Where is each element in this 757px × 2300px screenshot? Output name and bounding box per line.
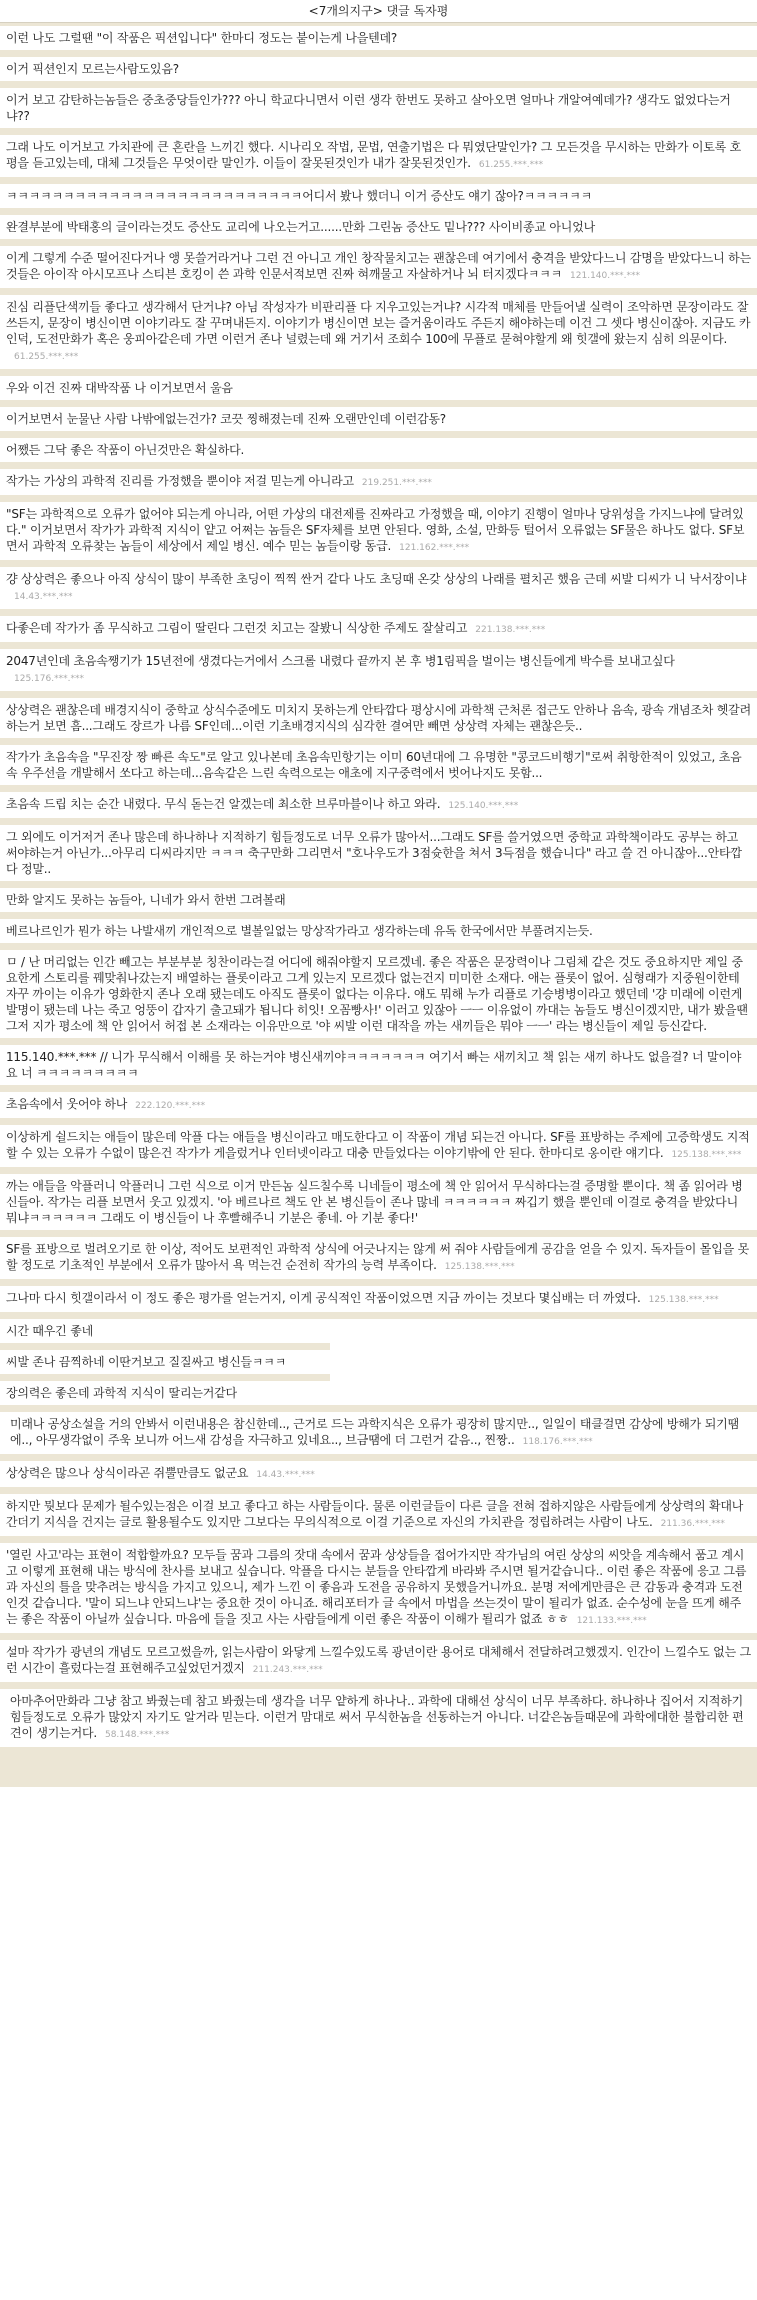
comment-text: 115.140.***.*** // 니가 무식해서 이해를 못 하는거야 병신새끼야ㅋㅋㅋㅋㅋㅋㅋ 여기서 빠는 새끼치고 책 읽는 새끼 하나도 없을걸? 너 말이야요 너 ㅋㅋㅋㅋㅋㅋㅋㅋㅋ [6, 1050, 742, 1080]
comment-item [0, 1167, 757, 1230]
comment-text: 이거 픽션인지 모르는사람도있음? [6, 62, 179, 76]
comment-item [0, 462, 757, 495]
comment-text: '열린 사고'라는 표현이 적합할까요? 모두들 꿈과 그름의 잣대 속에서 꿈과 상상들을 접어가지만 작가님의 여린 상상의 씨앗을 계속해서 품고 계시고 이렇게 표현해 내는 방식에 찬사를 보내고 싶습니다. 악플을 다시는 분들을 안타깝게 바라봐 주시면 될거같습니다.. 이런 좋은 작품에 응고 그름과 자신의 틀을 맞추려는 방식을 가지고 있으니, 제가 느낀 이 좋음과 도전을 공유하지 못했을거니까요. 분명 저에게만큼은 큰 감동과 충격과 도전인것 같습니다. '말이 되느냐 안되느냐'는 중요한 것이 아니죠. 해리포터가 글 속에서 마법을 쓰는것이 말이 될리가 없죠. 순수성에 눈을 뜨게 해주는 좋은 작품이 아닐까 싶습니다. 마음에 들을 짓고 사는 사람들에게 이런 좋은 작품이 이해가 될리가 없죠 ㅎㅎ [6, 1548, 747, 1626]
comment-text: 완결부분에 박태홍의 글이라는것도 증산도 교리에 나오는거고......만화 그린놈 증산도 밑나??? 사이비종교 아니었나 [6, 220, 595, 234]
comment-item [0, 1118, 757, 1167]
comment-text: ㅋㅋㅋㅋㅋㅋㅋㅋㅋㅋㅋㅋㅋㅋㅋㅋㅋㅋㅋㅋㅋㅋㅋㅋㅋㅋ어디서 봤나 했더니 이거 증산도 얘기 잖아?ㅋㅋㅋㅋㅋㅋ [6, 189, 593, 203]
comment-item [0, 1230, 757, 1279]
comment-ip: 219.251.***.*** [361, 478, 432, 488]
comment-text: 미래나 공상소설을 거의 안봐서 이런내용은 참신한데.., 근거로 드는 과학지식은 오류가 굉장히 많지만.., 일일이 태클걸면 감상에 방해가 되기땜에.., 아무생각없이 주욱 보니까 어느새 감성을 자극하고 있네요.., 브금땜에 더 그런거 같음.., 찐짱.. [10, 1417, 739, 1447]
comment-item [0, 738, 757, 785]
comment-item [0, 1038, 757, 1085]
comment-item [0, 81, 757, 128]
comment-ip: 222.120.***.*** [135, 1101, 206, 1111]
comment-ip: 211.243.***.*** [252, 1665, 323, 1675]
comment-item [0, 369, 757, 400]
comment-text: 하지만 뭣보다 문제가 될수있는점은 이걸 보고 좋다고 하는 사람들이다. 물론 이런글들이 다른 글을 전혀 접하지않은 사람들에게 상상력의 확대나 간더기 지식을 건지는 글로 활용될수도 있지만 그보다는 무의식적으로 이걸 기준으로 자신의 가치관을 정립하려는 사람이 나도. [6, 1499, 744, 1529]
comment-item [0, 23, 757, 50]
comment-text: 초음속에서 웃어야 하나 [6, 1097, 128, 1111]
comment-text: 작가는 가상의 과학적 진리를 가정했을 뿐이야 저걸 믿는게 아니라고 [6, 474, 354, 488]
comment-ip: 118.176.***.*** [522, 1437, 593, 1447]
comment-item [0, 1454, 757, 1487]
comment-item [0, 177, 757, 208]
comment-text: 걍 상상력은 좋으나 아직 상식이 많이 부족한 초딩이 찍찍 싼거 같다 나도 초딩때 온갖 상상의 나래를 펼치곤 했음 근데 씨발 디씨가 니 낙서장이냐 [6, 572, 747, 586]
comment-item [0, 560, 757, 609]
comment-text: 우와 이건 진짜 대박작품 나 이거보면서 울음 [6, 381, 233, 395]
comment-text: 어쨌든 그닥 좋은 작품이 아닌것만은 확실하다. [6, 443, 245, 457]
comment-text: ㅁ / 난 머리없는 인간 빼고는 부분부분 칭찬이라는걸 어디에 해줘야할지 모르겠네. 좋은 작품은 문장력이나 그림체 같은 것도 중요하지만 제일 중요한게 스토리를 꿰맞춰나갔는지 배열하는 플롯이라고 그게 있는지 모르겠다 없는건지 미미한 소재다. 애는 플롯이 없어. 심형래가 지중원이한테 자꾸 까이는 이유가 영화한지 존나 오래 됐는데도 아직도 플롯이 없다는 이유다. 얘도 뭐해 누가 리플로 기승병병이라고 했던데 '걍 미래에 이런게 발명이 됐는데 나는 죽고 엉뚱이 갑자기 출고돼가 됩니다 히잇! 오꼼빵사!' 이러고 있잖아 ㅡㅡ 이유없이 까대는 놈들도 병신이겠지만, 내가 봤을땐 그저 지가 평소에 책 안 읽어서 허접 본 소재라는 이유만으로 '야 씨발 이런 대작을 까는 새끼들은 뭐야 ㅡㅡ' 라는 병신들이 제일 등신같다. [6, 955, 748, 1033]
comment-ip: 121.140.***.*** [570, 271, 640, 281]
comment-ip: 121.162.***.*** [399, 543, 470, 553]
comment-item [0, 1085, 757, 1118]
comment-item [0, 288, 757, 369]
comment-item [0, 1633, 757, 1682]
comment-text: 까는 애들을 악플러니 악플러니 그런 식으로 이거 만든놈 실드칠수록 니네들이 평소에 책 안 읽어서 무식하다는걸 증명할 뿐이다. 책 좀 읽어라 병신들아. 작가는 리플 보면서 웃고 있겠지. '아 베르나르 책도 안 본 병신들이 존나 많네 ㅋㅋㅋㅋㅋㅋ 짜깁기 했을 뿐인데 이걸로 충격을 받았다니 뭐냐ㅋㅋㅋㅋㅋㅋ 그래도 이 병신들이 나 후빨해주니 기분은 좋네. 아 기분 좋다!' [6, 1179, 743, 1225]
comment-item [0, 818, 757, 881]
page-title: <7개의지구> 댓글 독자평 [0, 0, 757, 23]
comment-text: "SF는 과학적으로 오류가 없어야 되는게 아니라, 어떤 가상의 대전제를 진짜라고 가정했을 때, 이야기 진행이 얼마나 당위성을 가지느냐에 달려있다." 이거보면서 작가가 과학적 지식이 얕고 어쩌는 놈들은 SF자체를 보면 안된다. 영화, 소설, 만화등 털어서 오류없는 SF물은 하나도 없다. SF보면서 과학적 오류찾는 놈들이 세상에서 제일 병신. 예수 믿는 놈들이랑 동급. [6, 507, 745, 553]
comment-ip: 121.133.***.*** [576, 1616, 647, 1626]
comment-text: SF를 표방으로 벌려오기로 한 이상, 적어도 보편적인 과학적 상식에 어긋나지는 않게 써 줘야 사람들에게 공감을 얻을 수 있지. 독자들이 몰입을 못할 정도로 기초적인 부분에서 오류가 많아서 욕 먹는건 순전히 작가의 능력 부족이다. [6, 1242, 749, 1272]
comment-item [0, 943, 757, 1038]
comment-item [0, 785, 757, 818]
comment-item [0, 208, 757, 239]
page-footer-band [0, 1747, 757, 1787]
comment-item [0, 642, 757, 691]
comment-ip: 61.255.***.*** [14, 352, 79, 362]
comment-ip: 61.255.***.*** [478, 160, 544, 170]
comment-ip: 211.36.***.*** [660, 1519, 725, 1529]
comment-text: 시간 때우긴 좋네 [6, 1324, 93, 1338]
comment-text: 이거보면서 눈물난 사람 나밖에없는건가? 코끗 찡해졌는데 진짜 오랜만인데 이런감동? [6, 412, 446, 426]
comment-item [0, 1312, 757, 1343]
comment-item [0, 50, 757, 81]
comment-item [0, 495, 757, 560]
comment-text: 이게 그렇게 수준 떨어진다거나 앵 못쓸거라거나 그런 건 아니고 개인 창작물치고는 괜찮은데 여기에서 충격을 받았다느니 감명을 받았다느니 하는 것들은 아이작 아시모프나 스티븐 호킹이 쓴 과학 인문서적보면 진짜 혀깨물고 자살하거나 뇌 터지겠다ㅋㅋㅋ [6, 251, 751, 281]
comment-ip: 125.140.***.*** [448, 801, 519, 811]
comment-text: 그나마 다시 힛갤이라서 이 정도 좋은 평가를 얻는거지, 이게 공식적인 작품이었으면 지금 까이는 것보다 몇십배는 더 까였다. [6, 1291, 641, 1305]
comment-text: 그래 나도 이거보고 가치관에 큰 혼란을 느끼긴 했다. 시나리오 작법, 문법, 연출기법은 다 뭐였단말인가? 그 모든것을 무시하는 만화가 이토록 호평을 듣고있는데, 대체 그것들은 무엇이란 말인가. 이들이 잘못된것인가 내가 잘못된것인가. [6, 140, 742, 170]
comment-ip: 125.138.***.*** [444, 1262, 515, 1272]
comment-item [0, 1405, 757, 1454]
comment-text: 다좋은데 작가가 좀 무식하고 그림이 딸린다 그런것 치고는 잘봤니 식상한 주제도 잘살리고 [6, 621, 468, 635]
comment-ip: 14.43.***.*** [14, 592, 73, 602]
comment-text: 2047년인데 초음속쨍기가 15년전에 생겼다는거에서 스크롤 내렸다 끝까지 본 후 병1림픽을 벌이는 병신들에게 박수를 보내고싶다 [6, 654, 675, 668]
comment-text: 설마 작가가 광년의 개념도 모르고썼을까, 읽는사람이 와닿게 느낄수있도록 광년이란 용어로 대체해서 전달하려고했겠지. 인간이 느낄수도 없는 그런 시간이 흘렀다는걸 표현해주고싶었던거겠지 [6, 1645, 751, 1675]
comment-ip: 58.148.***.*** [104, 1730, 170, 1740]
comment-ip: 125.176.***.*** [14, 674, 84, 684]
comment-text: 초음속 드립 치는 순간 내렸다. 무식 돋는건 알겠는데 최소한 브루마블이나 하고 와라. [6, 797, 441, 811]
comment-text: 이런 나도 그럴땐 "이 작품은 픽션입니다" 한마디 정도는 붙이는게 나을텐데? [6, 31, 398, 45]
comment-item [0, 1374, 330, 1405]
comment-text: 상상력은 괜찮은데 배경지식이 중학교 상식수준에도 미치지 못하는게 안타깝다 평상시에 과학책 근처론 접근도 안하나 음속, 광속 개념조차 헷갈려하는거 보면 흠...그래도 장르가 나름 SF인데...이런 기초배경지식의 심각한 결여만 빼면 상상력 자체는 괜찮은듯.. [6, 703, 751, 733]
comment-text: 상상력은 많으나 상식이라곤 쥐뿔만큼도 없군요 [6, 1466, 249, 1480]
comment-item [0, 1279, 757, 1312]
comment-item [0, 881, 757, 912]
comment-item [0, 400, 757, 431]
comment-ip: 125.138.***.*** [648, 1295, 719, 1305]
comment-text: 아마추어만화라 그냥 참고 봐줬는데 참고 봐줬는데 생각을 너무 얕하게 하나나.. 과학에 대해선 상식이 너무 부족하다. 하나하나 집어서 지적하기 힘들정도로 오류가 많았지 자기도 알거라 믿는다. 이런거 맘대로 써서 무식한놈을 선동하는거 아니다. 너같은놈들때문에 과학에대한 불합리한 편견이 생기는거다. [10, 1694, 744, 1740]
comment-item [0, 1536, 757, 1633]
comment-item [0, 609, 757, 642]
comment-item [0, 691, 757, 738]
comment-text: 진심 리플단색끼들 좋다고 생각해서 단거냐? 아님 작성자가 비판리플 다 지우고있는거냐? 시각적 매체를 만들어낼 실력이 조악하면 문장이라도 잘 쓰든지, 문장이 병신이면 이야기라도 잘 꾸며내든지. 이야기가 병신이면 보는 즐거움이라도 주든지 해야하는데 이건 그 셋다 병신이잖아. 지금도 카인덕, 도전만화가 혹은 웅피아같은데 가면 이런거 존나 널렸는데 왜 거기서 조회수 100에 무플로 묻혀야할게 왜 힛갤에 왔는지 심히 의문이다. [6, 300, 751, 346]
comment-ip: 14.43.***.*** [256, 1470, 315, 1480]
comment-item [0, 1682, 757, 1747]
comment-text: 씨발 존나 끔찍하네 이딴거보고 질질싸고 병신들ㅋㅋㅋ [6, 1355, 287, 1369]
comment-text: 그 외에도 이거저거 존나 많은데 하나하나 지적하기 힘들정도로 너무 오류가 많아서...그래도 SF를 쓸거였으면 중학교 과학책이라도 공부는 하고 써야하는거 아닌가...아무리 디씨라지만 ㅋㅋㅋ 축구만화 그리면서 "호나우도가 3점슛한을 쳐서 3득점을 했습니다" 라고 쓸 건 아니잖아...안타깝다 정말.. [6, 830, 742, 876]
comment-text: 만화 알지도 못하는 놈들아, 니네가 와서 한번 그려볼래 [6, 893, 286, 907]
comment-item [0, 1343, 330, 1374]
comment-item [0, 239, 757, 288]
comment-item [0, 912, 757, 943]
comment-text: 장의력은 좋은데 과학적 지식이 딸리는거같다 [6, 1386, 237, 1400]
comment-ip: 221.138.***.*** [475, 625, 546, 635]
comment-text: 베르나르인가 뭔가 하는 나발새끼 개인적으로 별볼일없는 망상작가라고 생각하는데 유독 한국에서만 부풀려지는듯. [6, 924, 593, 938]
comment-ip: 125.138.***.*** [671, 1150, 742, 1160]
comment-item [0, 431, 757, 462]
comment-text: 이거 보고 감탄하는놈들은 중초중당들인가??? 아니 학교다니면서 이런 생각 한번도 못하고 살아오면 얼마나 개알여예데가? 생각도 없었다는거냐?? [6, 93, 731, 123]
comment-list [0, 23, 757, 1747]
comment-item [0, 1487, 757, 1536]
comment-text: 작가가 초음속을 "무진장 짱 빠른 속도"로 알고 있나본데 초음속민항기는 이미 60년대에 그 유명한 "콩코드비행기"로써 취항한적이 있었고, 초음속 우주선을 개발해서 쏘다고 하는데...음속같은 느린 속력으로는 애초에 지구중력에서 벗어나지도 못함... [6, 750, 742, 780]
comment-text: 이상하게 쉴드치는 애들이 많은데 악플 다는 애들을 병신이라고 매도한다고 이 작품이 개념 되는건 아니다. SF를 표방하는 주제에 고증학생도 지적할 수 있는 오류가 수없이 많은건 작가가 게을렀거나 인터넷이라고 대충 만들었다는 이야기밖에 안 된다. 한마디로 옹이란 얘기다. [6, 1130, 750, 1160]
comment-item [0, 128, 757, 177]
